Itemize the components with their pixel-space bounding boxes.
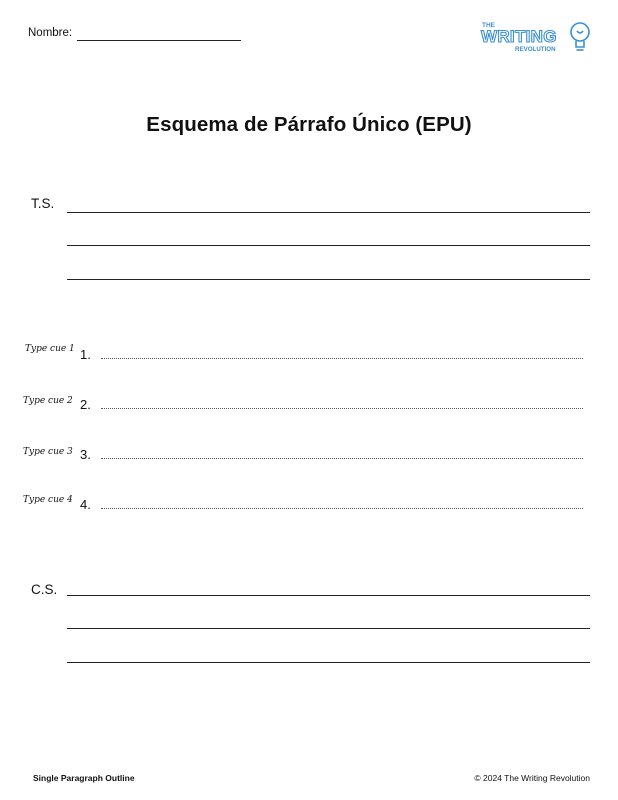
- type-cue-1: Type cue 1: [25, 344, 75, 354]
- detail-number-2: 2.: [80, 397, 91, 412]
- footer-title: Single Paragraph Outline: [33, 773, 135, 783]
- detail-number-1: 1.: [80, 347, 91, 362]
- concluding-sentence-label: C.S.: [31, 582, 58, 597]
- topic-sentence-line-3[interactable]: [67, 279, 590, 280]
- detail-number-3: 3.: [80, 447, 91, 462]
- topic-sentence-label: T.S.: [31, 196, 55, 211]
- concluding-sentence-line-3[interactable]: [67, 662, 590, 663]
- lightbulb-icon: [571, 23, 589, 50]
- concluding-sentence-line-1[interactable]: [67, 595, 590, 596]
- detail-line-3[interactable]: [101, 458, 583, 459]
- type-cue-2: Type cue 2: [23, 396, 73, 406]
- writing-revolution-logo: [478, 18, 594, 56]
- name-input-line[interactable]: [77, 40, 241, 41]
- detail-number-4: 4.: [80, 497, 91, 512]
- name-label: Nombre:: [28, 27, 73, 39]
- type-cue-4: Type cue 4: [23, 495, 73, 505]
- logo-line3: REVOLUTION: [515, 46, 556, 53]
- detail-line-1[interactable]: [101, 358, 583, 359]
- logo-line1: THE: [482, 22, 495, 29]
- concluding-sentence-line-2[interactable]: [67, 628, 590, 629]
- topic-sentence-line-1[interactable]: [67, 212, 590, 213]
- logo-line2: WRITING: [481, 27, 557, 46]
- topic-sentence-line-2[interactable]: [67, 245, 590, 246]
- type-cue-3: Type cue 3: [23, 447, 73, 457]
- detail-line-2[interactable]: [101, 408, 583, 409]
- page-title: Esquema de Párrafo Único (EPU): [146, 113, 472, 136]
- footer-copyright: © 2024 The Writing Revolution: [474, 773, 590, 783]
- detail-line-4[interactable]: [101, 508, 583, 509]
